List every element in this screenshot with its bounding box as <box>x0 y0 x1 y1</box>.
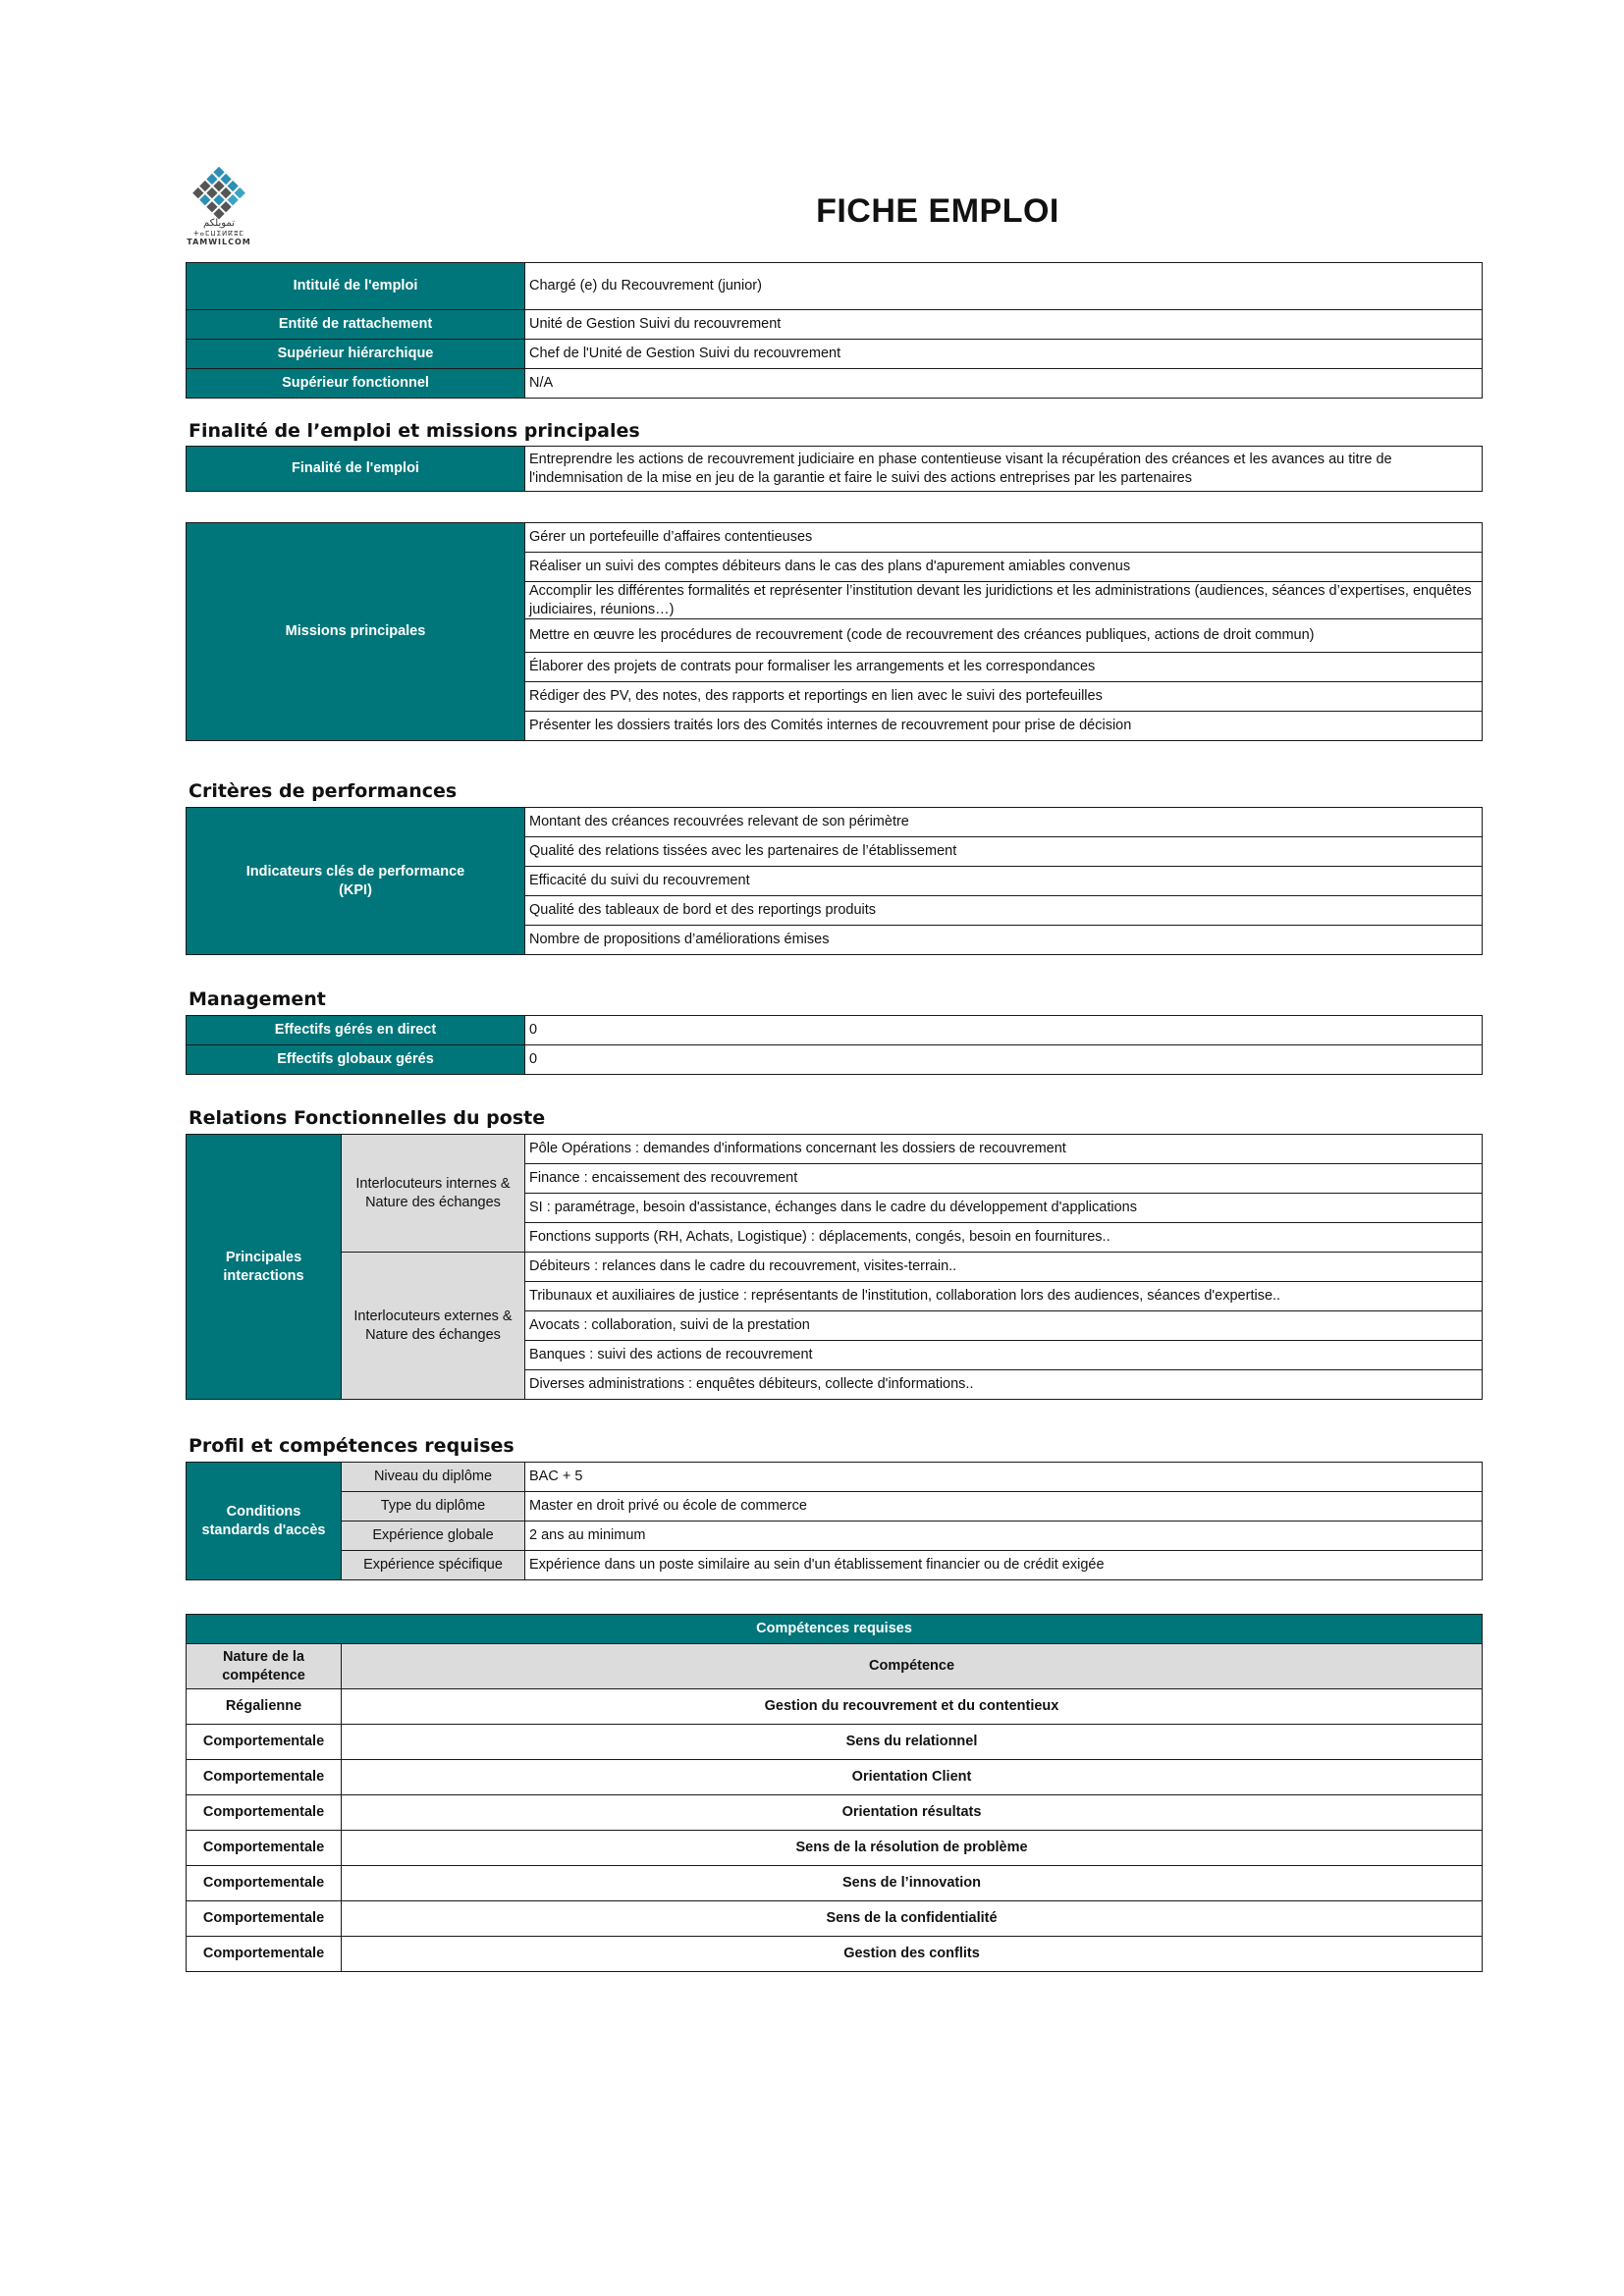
section-title-finalite: Finalité de l’emploi et missions principales <box>189 420 640 442</box>
relation-item: Finance : encaissement des recouvrement <box>525 1164 1483 1194</box>
competences-col-competence: Compétence <box>342 1644 1483 1689</box>
management-label: Effectifs gérés en direct <box>187 1016 525 1045</box>
competence-nature: Régalienne <box>187 1689 342 1725</box>
kpi-label-line1: Indicateurs clés de performance <box>245 864 465 881</box>
competences-col-nature: Nature de la compétence <box>187 1644 342 1689</box>
competence-name: Sens du relationnel <box>342 1725 1483 1760</box>
management-table <box>186 1015 1483 1075</box>
competence-name: Gestion du recouvrement et du contentieux <box>342 1689 1483 1725</box>
mission-item: Réaliser un suivi des comptes débiteurs dans le cas des plans d'apurement amiables convenus <box>525 553 1483 582</box>
identity-label: Entité de rattachement <box>187 310 525 340</box>
competence-name: Sens de l’innovation <box>342 1866 1483 1901</box>
identity-row <box>187 310 1483 340</box>
identity-table <box>186 262 1483 399</box>
identity-row <box>187 263 1483 310</box>
logo-berber-text: ⵜⴰⵎⵡⵉⵍⴽⵓⵎ <box>193 230 244 238</box>
relation-item: Fonctions supports (RH, Achats, Logistique) : déplacements, congés, besoin en fournitures.. <box>525 1223 1483 1253</box>
relation-item: Banques : suivi des actions de recouvrement <box>525 1341 1483 1370</box>
profil-main-label: Conditions standards d'accès <box>187 1463 342 1580</box>
logo-arabic-text: تمويلكم <box>202 218 235 229</box>
identity-label: Supérieur fonctionnel <box>187 369 525 399</box>
table-row <box>187 1937 1483 1972</box>
mission-item: Accomplir les différentes formalités et représenter l’institution devant les juridictions et les administrations (audiences, séances d’expertises, enquêtes judiciaires, réunions…) <box>525 582 1483 619</box>
identity-value: Chargé (e) du Recouvrement (junior) <box>525 263 1483 310</box>
kpi-item: Efficacité du suivi du recouvrement <box>525 867 1483 896</box>
competence-name: Gestion des conflits <box>342 1937 1483 1972</box>
page-title: FICHE EMPLOI <box>816 192 1059 230</box>
section-title-management: Management <box>189 988 326 1010</box>
management-label: Effectifs globaux gérés <box>187 1045 525 1075</box>
mission-item: Gérer un portefeuille d’affaires contentieuses <box>525 523 1483 553</box>
mission-item: Rédiger des PV, des notes, des rapports et reportings en lien avec le suivi des portefeuilles <box>525 682 1483 712</box>
profil-label: Expérience spécifique <box>342 1551 525 1580</box>
kpi-item: Nombre de propositions d’améliorations émises <box>525 926 1483 955</box>
external-label: Interlocuteurs externes & Nature des échanges <box>342 1253 525 1400</box>
identity-label: Supérieur hiérarchique <box>187 340 525 369</box>
profil-table <box>186 1462 1483 1580</box>
table-row <box>187 1760 1483 1795</box>
finalite-table <box>186 446 1483 492</box>
kpi-label-line2: (KPI) <box>339 881 372 898</box>
identity-value: N/A <box>525 369 1483 399</box>
kpi-label <box>187 808 525 955</box>
relation-item: Pôle Opérations : demandes d'informations concernant les dossiers de recouvrement <box>525 1135 1483 1164</box>
competence-nature: Comportementale <box>187 1725 342 1760</box>
identity-value: Chef de l'Unité de Gestion Suivi du recouvrement <box>525 340 1483 369</box>
profil-label: Type du diplôme <box>342 1492 525 1522</box>
table-row <box>187 1831 1483 1866</box>
competence-nature: Comportementale <box>187 1795 342 1831</box>
finalite-label: Finalité de l'emploi <box>187 447 525 492</box>
competence-nature: Comportementale <box>187 1831 342 1866</box>
kpi-item: Qualité des relations tissées avec les partenaires de l’établissement <box>525 837 1483 867</box>
management-value: 0 <box>525 1016 1483 1045</box>
competences-table <box>186 1614 1483 1972</box>
competence-nature: Comportementale <box>187 1937 342 1972</box>
finalite-value: Entreprendre les actions de recouvrement judiciaire en phase contentieuse visant la récupération des créances et les avances au titre de l'indemnisation de la mise en jeu de la garantie et faire le suivi des actions entreprises par les partenaires <box>525 447 1483 492</box>
profil-value: Expérience dans un poste similaire au sein d'un établissement financier ou de crédit exigée <box>525 1551 1483 1580</box>
relation-item: Débiteurs : relances dans le cadre du recouvrement, visites-terrain.. <box>525 1253 1483 1282</box>
relation-item: Tribunaux et auxiliaires de justice : représentants de l'institution, collaboration lors des audiences, séances d'expertise.. <box>525 1282 1483 1311</box>
profil-label: Expérience globale <box>342 1522 525 1551</box>
identity-label: Intitulé de l'emploi <box>187 263 525 310</box>
competences-title: Compétences requises <box>187 1615 1483 1644</box>
table-row <box>187 1795 1483 1831</box>
relations-table <box>186 1134 1483 1400</box>
profil-label: Niveau du diplôme <box>342 1463 525 1492</box>
identity-row <box>187 369 1483 399</box>
competence-name: Orientation résultats <box>342 1795 1483 1831</box>
section-title-performance: Critères de performances <box>189 780 458 802</box>
profil-value: Master en droit privé ou école de commerce <box>525 1492 1483 1522</box>
section-title-relations: Relations Fonctionnelles du poste <box>189 1107 546 1129</box>
competence-nature: Comportementale <box>187 1760 342 1795</box>
relation-item: SI : paramétrage, besoin d'assistance, échanges dans le cadre du développement d'applications <box>525 1194 1483 1223</box>
missions-table <box>186 522 1483 741</box>
table-row <box>187 1866 1483 1901</box>
internal-label: Interlocuteurs internes & Nature des échanges <box>342 1135 525 1253</box>
profil-value: 2 ans au minimum <box>525 1522 1483 1551</box>
mission-item: Présenter les dossiers traités lors des Comités internes de recouvrement pour prise de décision <box>525 712 1483 741</box>
logo-name: TAMWILCOM <box>187 238 251 246</box>
management-value: 0 <box>525 1045 1483 1075</box>
competence-nature: Comportementale <box>187 1866 342 1901</box>
competence-nature: Comportementale <box>187 1901 342 1937</box>
mission-item: Mettre en œuvre les procédures de recouvrement (code de recouvrement des créances publiques, actions de droit commun) <box>525 619 1483 653</box>
competence-name: Orientation Client <box>342 1760 1483 1795</box>
table-row <box>187 1725 1483 1760</box>
table-row <box>187 1689 1483 1725</box>
competence-name: Sens de la confidentialité <box>342 1901 1483 1937</box>
relations-main-label: Principales interactions <box>187 1135 342 1400</box>
table-row <box>187 1901 1483 1937</box>
competence-name: Sens de la résolution de problème <box>342 1831 1483 1866</box>
kpi-item: Qualité des tableaux de bord et des reportings produits <box>525 896 1483 926</box>
profil-value: BAC + 5 <box>525 1463 1483 1492</box>
identity-value: Unité de Gestion Suivi du recouvrement <box>525 310 1483 340</box>
kpi-table <box>186 807 1483 955</box>
identity-row <box>187 340 1483 369</box>
section-title-profil: Profil et compétences requises <box>189 1435 514 1457</box>
relation-item: Avocats : collaboration, suivi de la prestation <box>525 1311 1483 1341</box>
missions-label: Missions principales <box>187 523 525 741</box>
kpi-item: Montant des créances recouvrées relevant de son périmètre <box>525 808 1483 837</box>
mission-item: Élaborer des projets de contrats pour formaliser les arrangements et les correspondances <box>525 653 1483 682</box>
relation-item: Diverses administrations : enquêtes débiteurs, collecte d'informations.. <box>525 1370 1483 1400</box>
